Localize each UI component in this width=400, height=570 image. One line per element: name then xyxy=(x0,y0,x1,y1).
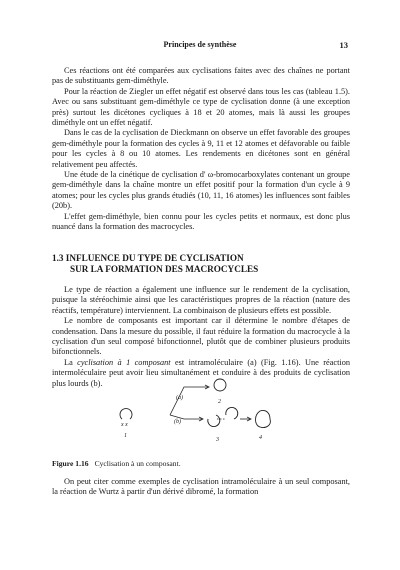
paragraph: Une étude de la cinétique de cyclisation d' ω-bromocarboxylates contenant un groupe gem-diméthyle dans la chaîne montre un effet positif pour la formation d'un cycle à 9 atomes; pour les cycles plus grands étudiés (10, 11, 16 atomes) les influences sont faibles (20b). xyxy=(52,170,350,211)
paragraph: L'effet gem-diméthyle, bien connu pour les cycles petits et normaux, est donc plus nuancé dans la formation des macrocycles. xyxy=(52,211,350,232)
reactant-number: 1 xyxy=(124,433,127,439)
middle-text-block xyxy=(52,285,350,389)
figure-cyclisation-diagram xyxy=(100,375,300,445)
paragraph: Dans le cas de la cyclisation de Dieckmann on observe un effet favorable des groupes gem-diméthyle pour la formation des cycles à 9, 11 et 12 atomes et défavorable ou faible pour les cycles à 8 ou 10 atomes. Les rendements en dicétones sont en général relativement peu affectés. xyxy=(52,128,350,169)
product-3-chain-left xyxy=(208,415,220,427)
bottom-text-block xyxy=(52,477,350,498)
figure-caption-text: Cyclisation à un composant. xyxy=(94,459,181,468)
paragraph-lead: La xyxy=(64,357,73,367)
product-4-ring xyxy=(256,410,271,427)
reactant-end-label: x x xyxy=(121,422,128,428)
product-3-number: 3 xyxy=(216,437,219,443)
reactant-chain xyxy=(120,409,132,419)
paragraph: Le nombre de composants est important car il détermine le nombre d'étapes de condensation. Dans la mesure du possible, il faut réduire la formation du macrocycle à la cyclisation d'un seul composé bifonctionnel, plutôt que de combiner plusieurs produits bifonctionnels. xyxy=(52,316,350,357)
section-heading xyxy=(52,253,350,275)
path-a-line xyxy=(170,387,208,415)
paragraph: Pour la réaction de Ziegler un effet négatif est observé dans tous les cas (tableau 1.5). Avec ou sans substituant gem-diméthyle ce type de cyclisation donne (à une exception près) surtout les dicétones cycliques à 18 et 20 atomes, mais là aussi les groupes diméthyle ont un effet négatif. xyxy=(52,86,350,128)
running-title: Principes de synthèse xyxy=(163,40,237,49)
paragraph: On peut citer comme exemples de cyclisation intramoléculaire à un seul composant, la réaction de Wurtz à partir d'un dérivé dibromé, la formation xyxy=(52,477,350,497)
paragraph: Ces réactions ont été comparées aux cyclisations faites avec des chaînes ne portant pas de substituants gem-diméthyle. xyxy=(52,66,350,86)
figure-caption-label: Figure 1.16 xyxy=(52,459,89,468)
figure-caption xyxy=(52,459,181,468)
running-header xyxy=(52,40,348,52)
product-4-number: 4 xyxy=(259,435,262,441)
path-a-label: (a) xyxy=(176,395,183,401)
section-heading-line-2: SUR LA FORMATION DES MACROCYCLES xyxy=(70,264,259,274)
section-heading-line-1: 1.3 INFLUENCE DU TYPE DE CYCLISATION xyxy=(52,253,244,263)
product-3-chain-right xyxy=(226,407,238,419)
page-number: 13 xyxy=(339,40,348,50)
path-b-label: (b) xyxy=(174,419,181,425)
product-2-number: 2 xyxy=(218,399,221,405)
top-text-block xyxy=(52,66,350,233)
italic-term: cyclisation à 1 composant xyxy=(77,357,171,367)
paragraph-rest: est intramoléculaire (a) (Fig. 1.16). Une réaction intermoléculaire peut avoir lieu simultanément et conduire à des produits de cyclisation plus lourds (b). xyxy=(52,357,350,388)
paragraph: Le type de réaction a également une influence sur le rendement de la cyclisation, puisque la stéréochimie ainsi que les caractéristiques propres de la réaction (nature des réactifs, température) interviennent. La combinaison de plusieurs effets est possible. xyxy=(52,285,350,315)
product-2-ring xyxy=(214,379,226,391)
reaction-scheme xyxy=(100,375,300,445)
